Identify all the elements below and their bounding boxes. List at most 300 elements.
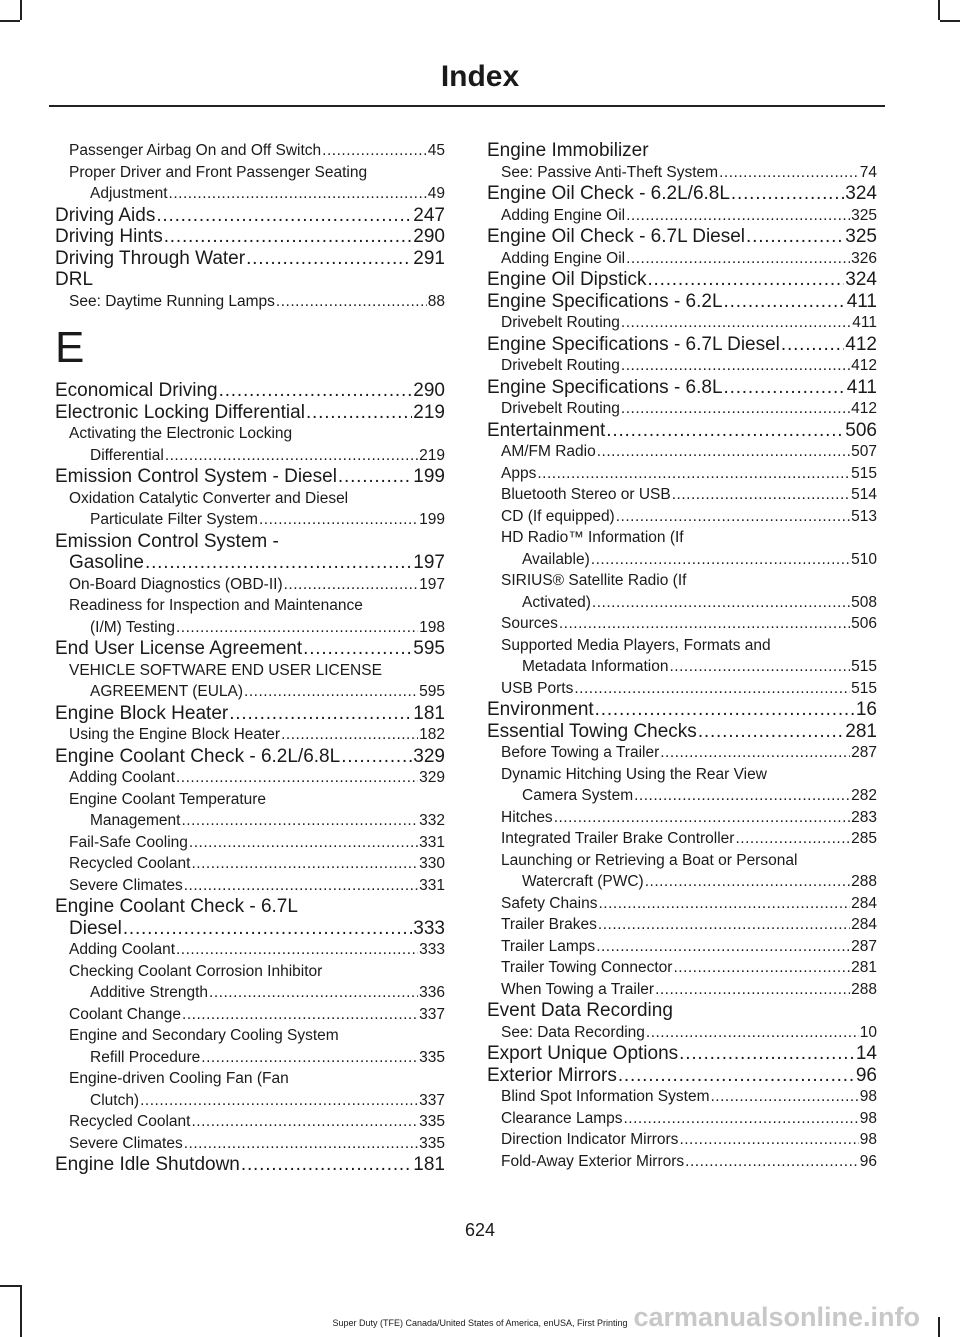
entry-text: SIRIUS® Satellite Radio (If [501, 572, 687, 589]
dot-leader [626, 248, 850, 270]
dot-leader [646, 1022, 859, 1044]
index-entry[interactable] [487, 377, 877, 399]
entry-page-number: 45 [427, 142, 445, 159]
entry-text: Adding Engine Oil [501, 206, 626, 224]
index-subentry[interactable] [55, 183, 445, 205]
entry-page-number: 197 [419, 575, 445, 593]
entry-page-number: 335 [419, 1048, 445, 1066]
entry-text: Adding Coolant [69, 941, 175, 958]
entry-page-number: 514 [851, 486, 877, 503]
entry-text: Using the Engine Block Heater [69, 726, 281, 743]
dot-leader [655, 979, 850, 1001]
entry-page-number: 182 [419, 726, 445, 743]
dot-leader [660, 742, 850, 764]
entry-page-number: 197 [413, 552, 445, 573]
index-entry[interactable] [55, 248, 445, 270]
dot-leader [244, 681, 418, 703]
entry-text: Engine Coolant Check - 6.7L [55, 896, 298, 917]
index-subentry[interactable] [487, 484, 877, 506]
index-subentry[interactable] [487, 1129, 877, 1151]
entry-page-number: 326 [851, 249, 877, 267]
index-subentry[interactable] [487, 785, 877, 807]
entry-page-number: 181 [413, 1154, 445, 1175]
dot-leader [685, 1151, 859, 1173]
entry-text: USB Ports [501, 679, 574, 697]
section-letter: E [55, 323, 85, 372]
dot-leader [711, 1086, 859, 1108]
entry-text: AM/FM Radio [501, 443, 596, 460]
entry-page-number: 285 [851, 830, 877, 847]
index-subentry[interactable] [55, 939, 445, 961]
index-subentry[interactable] [55, 595, 445, 617]
dot-leader [596, 936, 850, 958]
entry-page-number: 337 [419, 1005, 445, 1023]
entry-page-number: 88 [427, 292, 445, 310]
dot-leader [169, 183, 427, 205]
entry-text: Adding Engine Oil [501, 249, 626, 267]
index-subentry[interactable] [487, 549, 877, 571]
index-subentry[interactable] [487, 742, 877, 764]
entry-page-number: 290 [413, 226, 445, 247]
dot-leader [731, 183, 844, 205]
entry-page-number: 96 [859, 1152, 877, 1170]
index-subentry[interactable] [487, 312, 877, 334]
index-subentry[interactable] [487, 1151, 877, 1173]
entry-page-number: 219 [419, 446, 445, 464]
dot-leader [201, 1047, 418, 1069]
entry-page-number: 49 [427, 185, 445, 202]
dot-leader [554, 807, 850, 829]
entry-page-number: 513 [851, 507, 877, 525]
index-subentry[interactable] [55, 140, 445, 162]
index-subentry[interactable] [487, 979, 877, 1001]
dot-leader [724, 377, 846, 399]
index-subentry[interactable] [55, 1090, 445, 1112]
index-entry[interactable] [55, 380, 445, 402]
entry-text: Diesel [69, 917, 122, 939]
dot-leader [537, 463, 850, 485]
index-entry[interactable] [55, 746, 445, 768]
index-subentry[interactable] [55, 1047, 445, 1069]
entry-text: (I/M) Testing [90, 618, 175, 636]
entry-text: Particulate Filter System [90, 511, 258, 528]
index-subentry[interactable] [55, 1068, 445, 1090]
entry-page-number: 411 [846, 290, 877, 312]
index-subentry[interactable] [55, 832, 445, 854]
dot-leader [679, 1129, 858, 1151]
index-subentry[interactable] [487, 355, 877, 377]
entry-page-number: 510 [851, 550, 877, 568]
entry-text: Sources [501, 615, 558, 632]
entry-page-number: 288 [851, 873, 877, 890]
entry-text: Direction Indicator Mirrors [501, 1131, 679, 1148]
entry-text: Driving Hints [55, 226, 163, 247]
index-subentry[interactable] [55, 423, 445, 445]
entry-page-number: 284 [851, 894, 877, 912]
entry-text: Metadata Information [522, 658, 669, 675]
entry-text: Emission Control System - [55, 530, 279, 552]
entry-text: Safety Chains [501, 894, 598, 912]
crop-mark [0, 1285, 20, 1287]
index-subentry[interactable] [487, 807, 877, 829]
dot-leader [176, 939, 418, 961]
entry-page-number: 287 [851, 937, 877, 955]
entry-text: HD Radio™ Information (If [501, 529, 684, 546]
index-entry[interactable] [55, 466, 445, 488]
dot-leader [574, 678, 850, 700]
entry-page-number: 332 [419, 812, 445, 829]
index-subentry[interactable] [487, 850, 877, 872]
dot-leader [145, 552, 412, 574]
index-subentry[interactable] [55, 810, 445, 832]
entry-text: Engine-driven Cooling Fan (Fan [69, 1070, 289, 1087]
entry-page-number: 595 [413, 638, 445, 659]
entry-text: Oxidation Catalytic Converter and Diesel [69, 489, 349, 507]
entry-text: Engine Specifications - 6.7L Diesel [487, 333, 780, 355]
entry-text: Engine Idle Shutdown [55, 1154, 240, 1175]
index-column-left [55, 140, 445, 1176]
entry-page-number: 283 [851, 808, 877, 826]
index-subentry[interactable] [487, 678, 877, 700]
dot-leader [634, 785, 850, 807]
dot-leader [276, 291, 427, 313]
entry-text: Before Towing a Trailer [501, 744, 660, 761]
entry-page-number: 325 [851, 206, 877, 224]
header-rule [49, 105, 885, 107]
crop-mark [20, 0, 22, 20]
index-entry[interactable] [55, 552, 445, 574]
index-subentry[interactable] [487, 248, 877, 270]
entry-page-number: 291 [413, 247, 445, 269]
entry-text: Fold-Away Exterior Mirrors [501, 1152, 685, 1170]
dot-leader [176, 767, 418, 789]
entry-text: Entertainment [487, 419, 606, 441]
entry-text: Electronic Locking Differential [55, 401, 305, 423]
dot-leader [306, 402, 412, 424]
entry-text: On-Board Diagnostics (OBD-II) [69, 575, 283, 593]
index-entry[interactable] [487, 226, 877, 248]
entry-page-number: 181 [413, 702, 445, 724]
index-subentry[interactable] [487, 1022, 877, 1044]
dot-leader [156, 205, 412, 227]
entry-text: Environment [487, 699, 594, 720]
entry-text: Engine Oil Check - 6.7L Diesel [487, 226, 746, 247]
index-subentry[interactable] [487, 205, 877, 227]
entry-text: VEHICLE SOFTWARE END USER LICENSE [69, 661, 382, 679]
entry-text: Coolant Change [69, 1005, 182, 1023]
index-subentry[interactable] [55, 162, 445, 184]
entry-page-number: 281 [851, 959, 877, 976]
page-title: Index [440, 60, 520, 93]
index-subentry[interactable] [55, 1133, 445, 1155]
dot-leader [621, 398, 850, 420]
dot-leader [284, 574, 419, 596]
entry-text: Drivebelt Routing [501, 357, 620, 374]
entry-page-number: 281 [845, 720, 877, 742]
entry-text: Adding Coolant [69, 769, 175, 786]
entry-text: See: Daytime Running Lamps [69, 292, 275, 310]
dot-leader [176, 617, 418, 639]
entry-text: Checking Coolant Corrosion Inhibitor [69, 962, 323, 980]
entry-page-number: 290 [413, 380, 445, 401]
dot-leader [184, 1133, 418, 1155]
index-entry[interactable] [487, 721, 877, 743]
entry-page-number: 199 [419, 511, 445, 528]
dot-leader [724, 291, 846, 313]
dot-leader [322, 140, 427, 162]
dot-leader [595, 699, 855, 721]
index-entry[interactable] [487, 183, 877, 205]
entry-text: Driving Through Water [55, 247, 246, 269]
entry-page-number: 287 [851, 744, 877, 761]
index-entry[interactable] [55, 205, 445, 227]
index-subentry[interactable] [487, 506, 877, 528]
dot-leader [621, 355, 850, 377]
entry-text: Recycled Coolant [69, 855, 191, 872]
index-entry[interactable] [55, 402, 445, 424]
index-subentry[interactable] [55, 767, 445, 789]
entry-text: Integrated Trailer Brake Controller [501, 830, 735, 847]
index-subentry[interactable] [487, 441, 877, 463]
crop-mark [0, 20, 20, 22]
dot-leader [241, 1154, 412, 1176]
entry-page-number: 507 [851, 443, 877, 460]
entry-page-number: 219 [413, 401, 445, 423]
dot-leader [209, 982, 418, 1004]
dot-leader [591, 549, 850, 571]
entry-text: Supported Media Players, Formats and [501, 636, 771, 654]
dot-leader [618, 1065, 855, 1087]
entry-text: CD (If equipped) [501, 507, 615, 525]
index-subentry[interactable] [55, 488, 445, 510]
entry-text: Bluetooth Stereo or USB [501, 486, 671, 503]
index-subentry[interactable] [487, 613, 877, 635]
entry-text: Readiness for Inspection and Maintenance [69, 597, 363, 614]
entry-page-number: 98 [859, 1131, 877, 1148]
dot-leader [140, 1090, 418, 1112]
dot-leader [669, 656, 850, 678]
dot-leader [341, 746, 412, 768]
index-subentry[interactable] [55, 291, 445, 313]
index-subentry[interactable] [55, 1111, 445, 1133]
entry-page-number: 515 [851, 658, 877, 675]
entry-page-number: 412 [851, 400, 877, 417]
entry-text: Trailer Lamps [501, 937, 596, 955]
entry-page-number: 10 [859, 1023, 877, 1041]
index-subentry[interactable] [55, 574, 445, 596]
entry-text: Additive Strength [90, 984, 209, 1001]
index-subentry[interactable] [55, 660, 445, 682]
entry-page-number: 331 [419, 876, 445, 894]
index-entry[interactable] [55, 703, 445, 725]
entry-text: End User License Agreement [55, 638, 303, 659]
entry-page-number: 333 [419, 941, 445, 958]
index-subentry[interactable] [487, 957, 877, 979]
index-entry[interactable] [487, 420, 877, 442]
watermark: carmanualsonline.info [633, 1302, 920, 1332]
index-entry[interactable] [55, 896, 445, 918]
entry-page-number: 412 [845, 333, 877, 355]
dot-leader [181, 810, 418, 832]
entry-text: When Towing a Trailer [501, 980, 655, 998]
crop-mark [20, 1285, 22, 1337]
entry-page-number: 508 [851, 593, 877, 611]
entry-text: Drivebelt Routing [501, 400, 620, 417]
dot-leader [123, 918, 412, 940]
dot-leader [219, 380, 413, 402]
index-subentry[interactable] [55, 961, 445, 983]
dot-leader [592, 592, 850, 614]
entry-text: Clearance Lamps [501, 1109, 623, 1127]
entry-text: Exterior Mirrors [487, 1064, 617, 1086]
index-entry[interactable] [487, 699, 877, 721]
dot-leader [672, 484, 850, 506]
dot-leader [623, 1108, 858, 1130]
dot-leader [735, 828, 850, 850]
dot-leader [281, 724, 418, 746]
dot-leader [246, 248, 412, 270]
dot-leader [606, 420, 844, 442]
index-entry[interactable] [487, 140, 877, 162]
entry-text: Engine and Secondary Cooling System [69, 1027, 339, 1044]
dot-leader [673, 957, 850, 979]
dot-leader [182, 1004, 418, 1026]
dot-leader [338, 466, 412, 488]
index-subentry[interactable] [487, 463, 877, 485]
dot-leader [164, 226, 413, 248]
entry-text: Adjustment [90, 185, 168, 202]
entry-page-number: 411 [846, 376, 877, 398]
entry-text: Engine Specifications - 6.2L [487, 290, 723, 312]
entry-text: Economical Driving [55, 380, 218, 401]
page-number: 624 [464, 1220, 496, 1240]
entry-text: Hitches [501, 808, 553, 826]
dot-leader [647, 269, 844, 291]
entry-text: Recycled Coolant [69, 1113, 191, 1130]
dot-leader [165, 445, 418, 467]
entry-page-number: 14 [855, 1043, 877, 1064]
index-subentry[interactable] [55, 982, 445, 1004]
entry-page-number: 333 [413, 917, 445, 939]
index-subentry[interactable] [487, 398, 877, 420]
index-entry[interactable] [487, 1000, 877, 1022]
entry-page-number: 16 [855, 699, 877, 720]
index-subentry[interactable] [487, 527, 877, 549]
index-subentry[interactable] [55, 875, 445, 897]
entry-text: Refill Procedure [90, 1048, 201, 1066]
dot-leader [621, 312, 851, 334]
entry-page-number: 199 [413, 466, 445, 487]
index-subentry[interactable] [487, 162, 877, 184]
entry-text: Available) [522, 550, 590, 568]
dot-leader [303, 638, 412, 660]
index-entry[interactable] [55, 226, 445, 248]
index-subentry[interactable] [487, 893, 877, 915]
entry-page-number: 74 [859, 163, 877, 181]
index-subentry[interactable] [55, 681, 445, 703]
entry-page-number: 515 [851, 679, 877, 697]
dot-leader [616, 506, 850, 528]
dot-leader [781, 334, 844, 356]
index-subentry[interactable] [55, 853, 445, 875]
entry-text: Blind Spot Information System [501, 1088, 710, 1105]
entry-text: Proper Driver and Front Passenger Seating [69, 163, 368, 181]
crop-mark [940, 20, 960, 22]
index-subentry[interactable] [487, 635, 877, 657]
index-subentry[interactable] [487, 764, 877, 786]
index-entry[interactable] [487, 334, 877, 356]
dot-leader [599, 893, 851, 915]
index-subentry[interactable] [55, 1025, 445, 1047]
index-subentry[interactable] [487, 871, 877, 893]
entry-text: Engine Immobilizer [487, 140, 649, 161]
index-entry[interactable] [487, 291, 877, 313]
entry-page-number: 329 [419, 769, 445, 786]
index-subentry[interactable] [55, 1004, 445, 1026]
index-subentry[interactable] [487, 656, 877, 678]
index-subentry[interactable] [55, 724, 445, 746]
index-subentry[interactable] [55, 617, 445, 639]
entry-text: Differential [90, 446, 164, 464]
index-subentry[interactable] [487, 1108, 877, 1130]
dot-leader [559, 613, 850, 635]
entry-page-number: 98 [859, 1088, 877, 1105]
dot-leader [229, 703, 412, 725]
index-entry[interactable] [55, 1154, 445, 1176]
entry-page-number: 337 [419, 1091, 445, 1109]
footer-text: Super Duty (TFE) Canada/United States of America, enUSA, First Printing [332, 1318, 628, 1328]
index-subentry[interactable] [55, 445, 445, 467]
entry-text: Severe Climates [69, 876, 183, 894]
entry-page-number: 198 [419, 618, 445, 636]
entry-text: Engine Block Heater [55, 702, 229, 724]
index-subentry[interactable] [55, 789, 445, 811]
dot-leader [191, 853, 418, 875]
crop-mark [938, 0, 940, 20]
index-subentry[interactable] [487, 592, 877, 614]
index-entry[interactable] [55, 531, 445, 553]
index-subentry[interactable] [487, 828, 877, 850]
entry-text: Gasoline [69, 552, 144, 573]
index-subentry[interactable] [487, 914, 877, 936]
index-subentry[interactable] [55, 509, 445, 531]
entry-text: Emission Control System - Diesel [55, 466, 337, 487]
index-entry[interactable] [487, 1043, 877, 1065]
entry-text: Apps [501, 464, 537, 482]
entry-page-number: 282 [851, 787, 877, 804]
index-entry[interactable] [55, 638, 445, 660]
index-entry[interactable] [487, 269, 877, 291]
dot-leader [189, 832, 418, 854]
entry-page-number: 412 [851, 357, 877, 374]
index-entry[interactable] [487, 1065, 877, 1087]
index-column-right [487, 140, 877, 1172]
dot-leader [259, 509, 418, 531]
index-entry[interactable] [55, 918, 445, 940]
index-subentry[interactable] [487, 1086, 877, 1108]
index-subentry[interactable] [487, 570, 877, 592]
entry-text: Launching or Retrieving a Boat or Personal [501, 851, 798, 869]
dot-leader [698, 721, 844, 743]
entry-page-number: 331 [419, 833, 445, 851]
entry-page-number: 284 [851, 916, 877, 933]
entry-text: Trailer Brakes [501, 916, 597, 933]
entry-text: Camera System [522, 787, 634, 804]
index-entry[interactable] [55, 269, 445, 291]
index-subentry[interactable] [487, 936, 877, 958]
entry-text: Essential Towing Checks [487, 720, 697, 742]
entry-text: Engine Oil Dipstick [487, 269, 647, 290]
